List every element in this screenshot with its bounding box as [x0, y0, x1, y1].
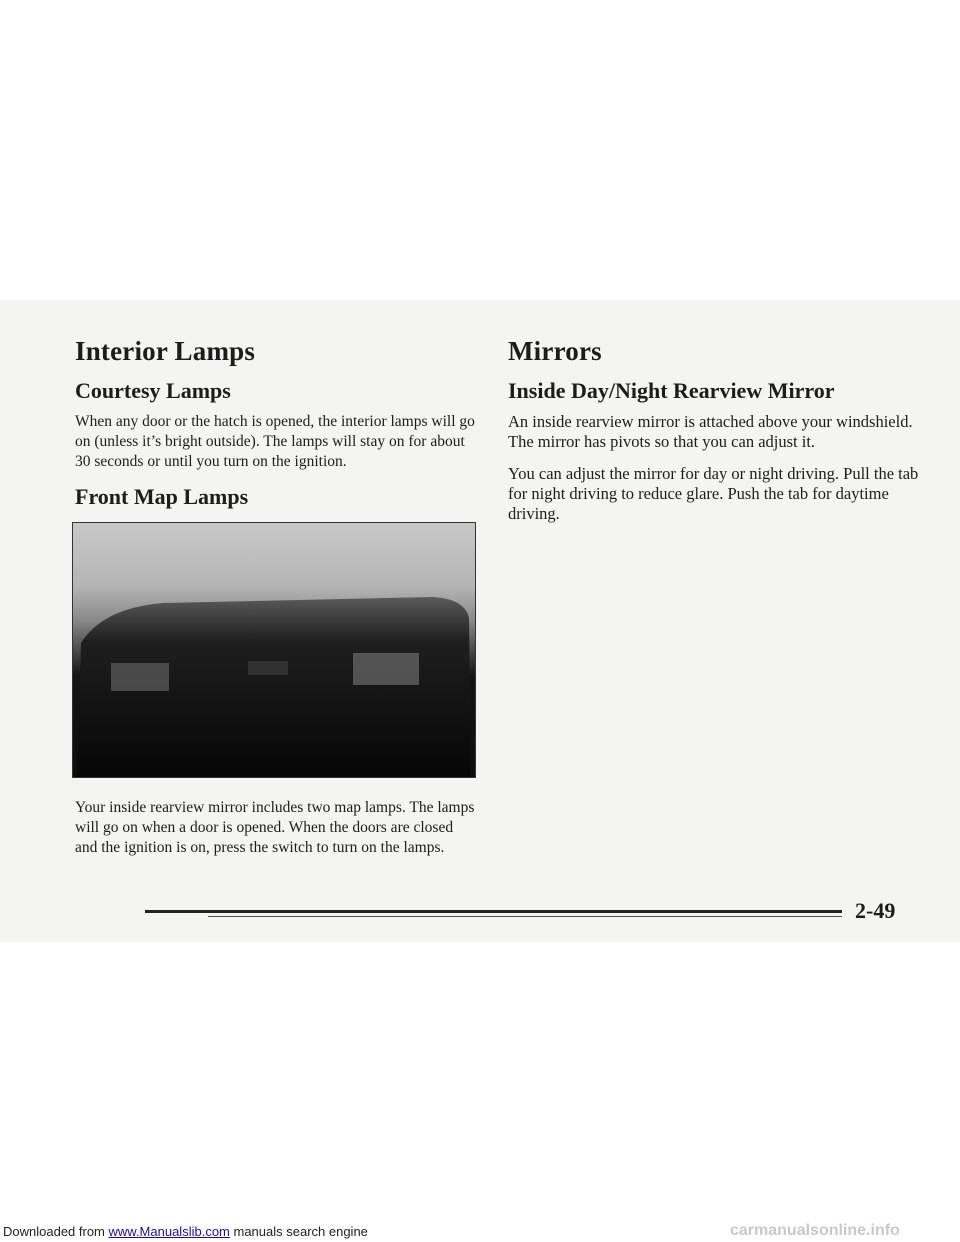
- heading-inside-rearview-mirror: Inside Day/Night Rearview Mirror: [508, 378, 835, 403]
- download-footer: [3, 1224, 368, 1239]
- watermark: carmanualsonline.info: [730, 1222, 900, 1239]
- page-number: 2-49: [855, 898, 896, 923]
- right-map-lamp: [353, 653, 419, 685]
- left-map-lamp: [111, 663, 169, 691]
- footer-prefix: Downloaded from: [3, 1224, 109, 1239]
- lamp-switch: [248, 661, 288, 675]
- rule-thin: [208, 916, 842, 917]
- footer-suffix: manuals search engine: [229, 1224, 368, 1239]
- left-column-lower: [75, 798, 475, 870]
- heading-front-map-lamps: Front Map Lamps: [75, 484, 249, 509]
- mirror-text-1: An inside rearview mirror is attached above your windshield. The mirror has pivots so that you can adjust it.: [508, 412, 913, 451]
- mirror-text-2: You can adjust the mirror for day or night driving. Pull the tab for night driving to reduce glare. Push the tab for daytime driving.: [508, 464, 919, 523]
- left-column: [75, 336, 475, 518]
- map-lamps-photo: [72, 522, 476, 778]
- rule-thick: [145, 910, 842, 913]
- right-column: [508, 336, 928, 536]
- map-lamps-text: Your inside rearview mirror includes two map lamps. The lamps will go on when a door is opened. When the doors are closed and the ignition is on, press the switch to turn on the lamps.: [75, 799, 475, 856]
- mirror-illustration: [73, 523, 475, 777]
- courtesy-lamps-text: When any door or the hatch is opened, the interior lamps will go on (unless it’s bright outside). The lamps will stay on for about 30 seconds or until you turn on the ignition.: [75, 413, 475, 470]
- heading-courtesy-lamps: Courtesy Lamps: [75, 378, 231, 403]
- manualslib-link[interactable]: www.Manualslib.com: [108, 1224, 230, 1239]
- section-title-mirrors: Mirrors: [508, 336, 602, 366]
- section-title-interior-lamps: Interior Lamps: [75, 336, 256, 366]
